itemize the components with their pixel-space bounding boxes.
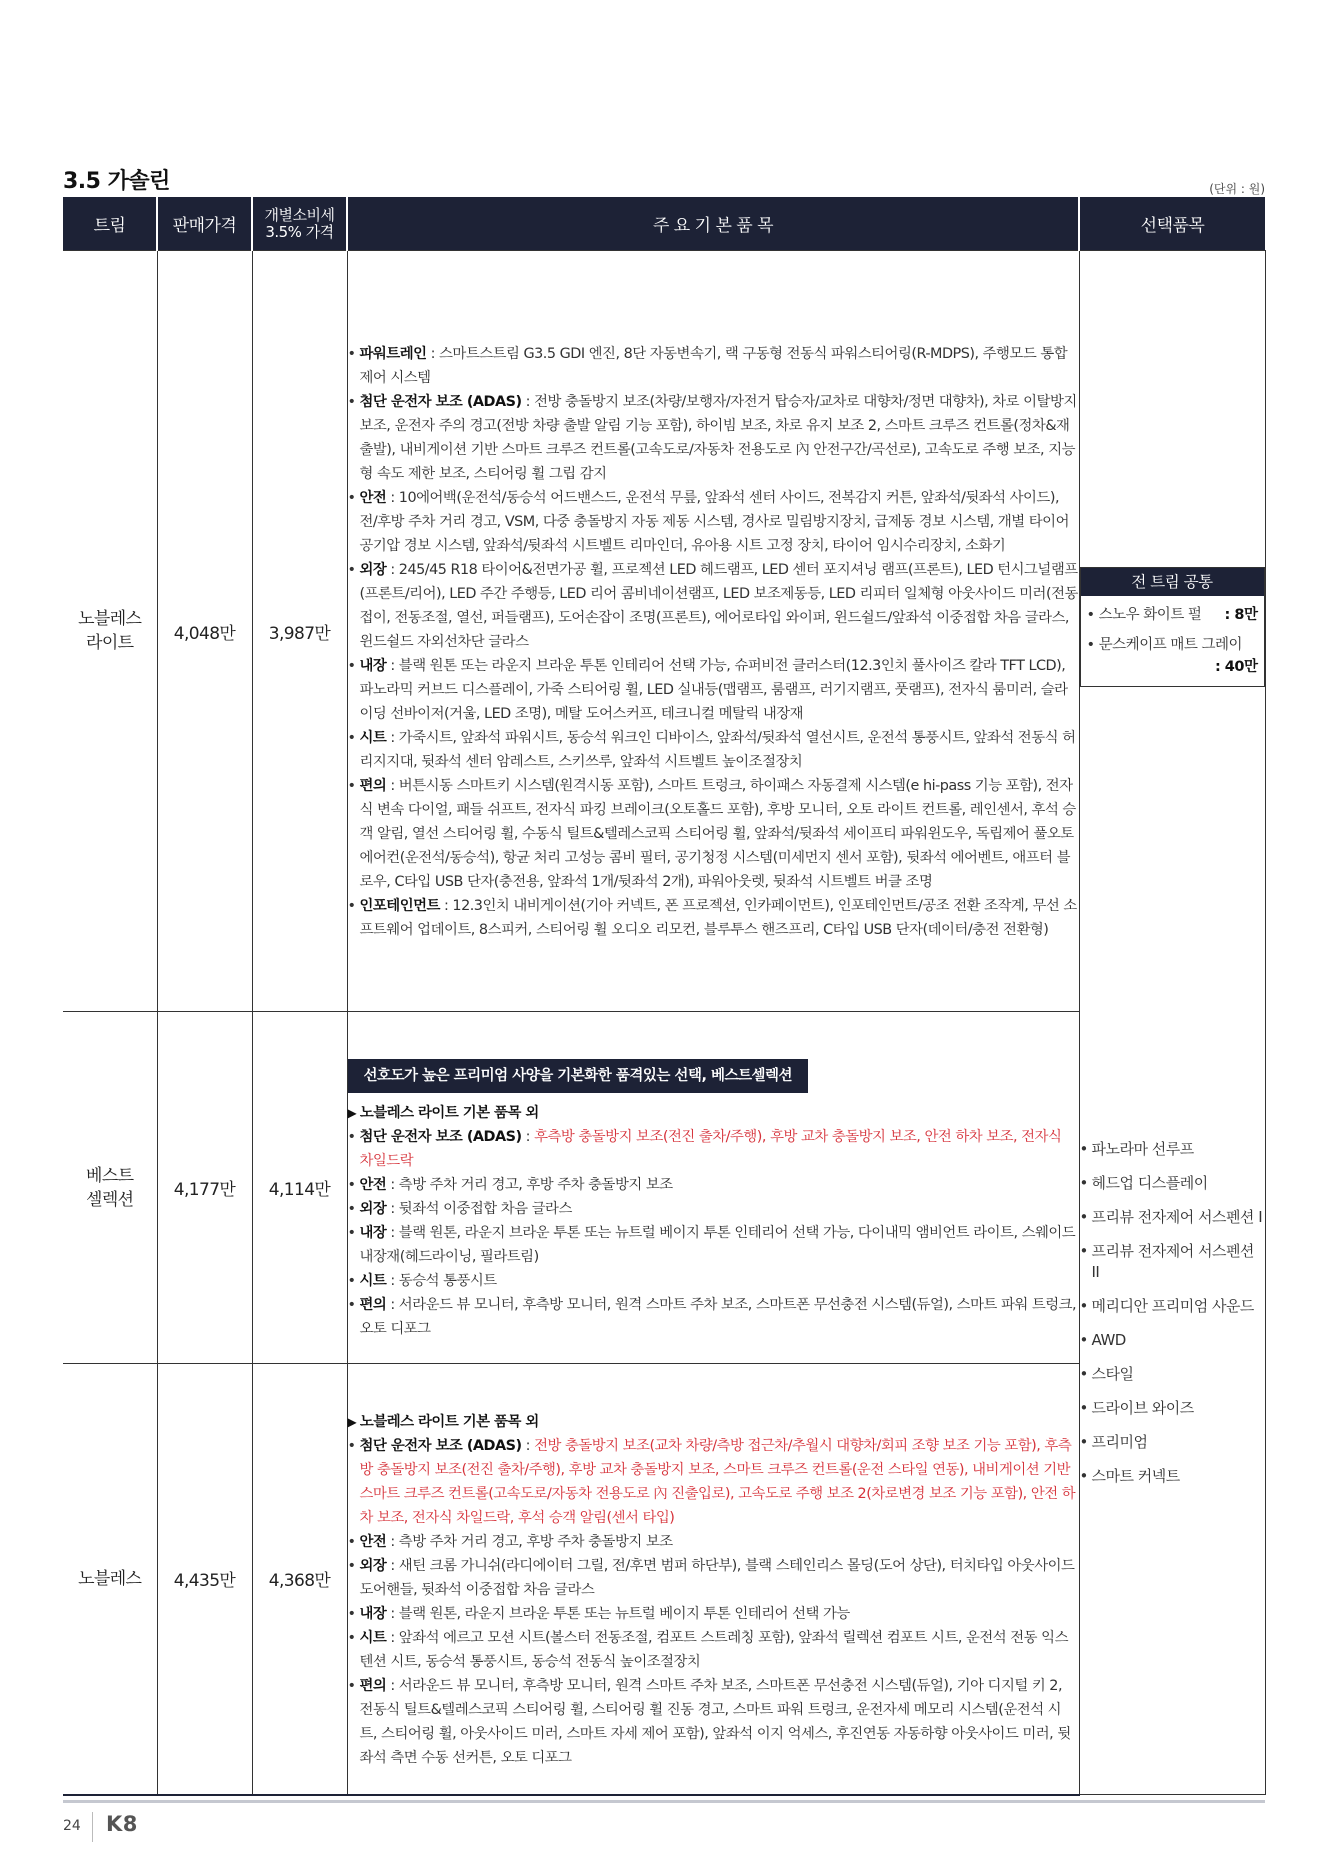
feature-item: • 시트 : 가죽시트, 앞좌석 파워시트, 동승석 워크인 디바이스, 앞좌석/뒷좌석 열선시트, 운전석 통풍시트, 앞좌석 전동식 허리지지대, 뒷좌석 센터 암레스트, 스키쓰루, 앞좌석 시트벨트 높이조절장치 — [348, 726, 1079, 774]
feature-item: • 인포테인먼트 : 12.3인치 내비게이션(기아 커넥트, 폰 프로젝션, 인카페이먼트), 인포테인먼트/공조 전환 조작계, 무선 소프트웨어 업데이트, 8스피커, 스티어링 휠 오디오 리모컨, 블루투스 핸즈프리, C타입 USB 단자(데이터/충전 전환형) — [348, 894, 1079, 942]
feature-item: • 시트 : 동승석 통풍시트 — [348, 1269, 1079, 1293]
header-options: 선택품목 — [1079, 197, 1265, 251]
price-cell: 4,177만 — [157, 1012, 252, 1364]
option-list — [1080, 1139, 1265, 1487]
feature-item: • 파워트레인 : 스마트스트림 G3.5 GDI 엔진, 8단 자동변속기, 랙 구동형 전동식 파워스티어링(R-MDPS), 주행모드 통합제어 시스템 — [348, 342, 1079, 390]
feature-item: • 첨단 운전자 보조 (ADAS) : 후측방 충돌방지 보조(전진 출차/주행), 후방 교차 충돌방지 보조, 안전 하차 보조, 전자식 차일드락 — [348, 1125, 1079, 1173]
option-item: • 헤드업 디스플레이 — [1080, 1173, 1265, 1194]
brand-name: K8 — [106, 1812, 138, 1836]
features-cell — [347, 1364, 1079, 1795]
trim-cell: 베스트 셀렉션 — [63, 1012, 157, 1364]
base-note: ▶ 노블레스 라이트 기본 품목 외 — [348, 1101, 1079, 1125]
unit-label: (단위 : 원) — [1209, 182, 1265, 196]
table-row — [63, 251, 1265, 1012]
tax-price-cell: 4,114만 — [252, 1012, 347, 1364]
feature-item: • 첨단 운전자 보조 (ADAS) : 전방 충돌방지 보조(교차 차량/측방 접근차/추월시 대향차/회피 조향 보조 기능 포함), 후측방 충돌방지 보조(전진 출차/주행), 후방 교차 충돌방지 보조, 스마트 크루즈 컨트롤(운전 스타일 연동), 내비게이션 기반 스마트 크루즈 컨트롤(고속도로/자동차 전용도로 內 진출입로), 고속도로 주행 보조 2(차로변경 보조 기능 포함), 안전 하차 보조, 전자식 차일드락, 후석 승객 알림(센서 타입) — [348, 1434, 1079, 1530]
feature-item: • 첨단 운전자 보조 (ADAS) : 전방 충돌방지 보조(차량/보행자/자전거 탑승자/교차로 대향차/정면 대향차), 차로 이탈방지 보조, 운전자 주의 경고(전방 차량 출발 알림 기능 포함), 하이빔 보조, 차로 유지 보조 2, 스마트 크루즈 컨트롤(정차&재출발), 내비게이션 기반 스마트 크루즈 컨트롤(고속도로/자동차 전용도로 內 안전구간/곡선로), 고속도로 주행 보조, 지능형 속도 제한 보조, 스티어링 휠 그립 감지 — [348, 390, 1079, 486]
feature-item: • 안전 : 측방 주차 거리 경고, 후방 주차 충돌방지 보조 — [348, 1173, 1079, 1197]
option-item: • 스마트 커넥트 — [1080, 1466, 1265, 1487]
feature-item: • 편의 : 서라운드 뷰 모니터, 후측방 모니터, 원격 스마트 주차 보조, 스마트폰 무선충전 시스템(듀얼), 기아 디지털 키 2, 전동식 틸트&텔레스코픽 스티어링 휠, 스티어링 휠 진동 경고, 스마트 파워 트렁크, 운전자세 메모리 시스템(운전석 시트, 스티어링 휠, 아웃사이드 미러, 스마트 자세 제어 포함), 앞좌석 이지 억세스, 후진연동 자동하향 아웃사이드 미러, 뒷좌석 측면 수동 선커튼, 오토 디포그 — [348, 1674, 1079, 1770]
best-selection-banner: 선호도가 높은 프리미엄 사양을 기본화한 품격있는 선택, 베스트셀렉션 — [348, 1059, 809, 1093]
common-option-item: • 문스케이프 매트 그레이 : 40만 — [1081, 630, 1264, 686]
trim-cell: 노블레스 라이트 — [63, 251, 157, 1012]
footer-separator — [92, 1812, 93, 1842]
feature-item: • 내장 : 블랙 원톤 또는 라운지 브라운 투톤 인테리어 선택 가능, 슈퍼비전 클러스터(12.3인치 풀사이즈 칼라 TFT LCD), 파노라믹 커브드 디스플레이, 가죽 스티어링 휠, LED 실내등(맵램프, 룸램프, 러기지램프, 풋램프), 전자식 룸미러, 슬라이딩 선바이저(거울, LED 조명), 메탈 도어스커프, 테크니컬 메탈릭 내장재 — [348, 654, 1079, 726]
feature-item: • 시트 : 앞좌석 에르고 모션 시트(볼스터 전동조절, 컴포트 스트레칭 포함), 앞좌석 릴렉션 컴포트 시트, 운전석 전동 익스텐션 시트, 동승석 통풍시트, 동승석 전동식 높이조절장치 — [348, 1626, 1079, 1674]
header-tax-price: 개별소비세 3.5% 가격 — [252, 197, 347, 251]
header-trim: 트림 — [63, 197, 157, 251]
footer-divider — [63, 1800, 1265, 1803]
price-spec-table — [63, 197, 1266, 1796]
features-cell — [347, 1012, 1079, 1364]
price-cell: 4,048만 — [157, 251, 252, 1012]
option-item: • 파노라마 선루프 — [1080, 1139, 1265, 1160]
feature-item: • 외장 : 뒷좌석 이중접합 차음 글라스 — [348, 1197, 1079, 1221]
option-item: • 프리뷰 전자제어 서스펜션 II — [1080, 1241, 1265, 1283]
feature-item: • 내장 : 블랙 원톤, 라운지 브라운 투톤 또는 뉴트럴 베이지 투톤 인테리어 선택 가능, 다이내믹 앰비언트 라이트, 스웨이드 내장재(헤드라이닝, 필라트림) — [348, 1221, 1079, 1269]
features-cell — [347, 251, 1079, 1012]
base-note: ▶ 노블레스 라이트 기본 품목 외 — [348, 1410, 1079, 1434]
option-item: • 스타일 — [1080, 1364, 1265, 1385]
feature-item: • 편의 : 서라운드 뷰 모니터, 후측방 모니터, 원격 스마트 주차 보조, 스마트폰 무선충전 시스템(듀얼), 스마트 파워 트렁크, 오토 디포그 — [348, 1293, 1079, 1341]
header-features: 주 요 기 본 품 목 — [347, 197, 1079, 251]
table-header-row — [63, 197, 1265, 251]
feature-item: • 내장 : 블랙 원톤, 라운지 브라운 투톤 또는 뉴트럴 베이지 투톤 인테리어 선택 가능 — [348, 1602, 1079, 1626]
option-item: • 메리디안 프리미엄 사운드 — [1080, 1296, 1265, 1317]
tax-price-cell: 4,368만 — [252, 1364, 347, 1795]
option-item: • AWD — [1080, 1330, 1265, 1351]
feature-item: • 편의 : 버튼시동 스마트키 시스템(원격시동 포함), 스마트 트렁크, 하이패스 자동결제 시스템(e hi-pass 기능 포함), 전자식 변속 다이얼, 패들 쉬프트, 전자식 파킹 브레이크(오토홀드 포함), 후방 모니터, 오토 라이트 컨트롤, 레인센서, 후석 승객 알림, 열선 스티어링 휠, 수동식 틸트&텔레스코픽 스티어링 휠, 앞좌석/뒷좌석 세이프티 파워윈도우, 독립제어 풀오토 에어컨(운전석/동승석), 항균 처리 고성능 콤비 필터, 공기청정 시스템(미세먼지 센서 포함), 뒷좌석 에어벤트, 애프터 블로우, C타입 USB 단자(충전용, 앞좌석 1개/뒷좌석 2개), 파워아웃렛, 뒷좌석 시트벨트 버클 조명 — [348, 774, 1079, 894]
option-item: • 드라이브 와이즈 — [1080, 1398, 1265, 1419]
price-cell: 4,435만 — [157, 1364, 252, 1795]
trim-cell: 노블레스 — [63, 1364, 157, 1795]
feature-item: • 외장 : 새틴 크롬 가니쉬(라디에이터 그릴, 전/후면 범퍼 하단부), 블랙 스테인리스 몰딩(도어 상단), 터치타입 아웃사이드 도어핸들, 뒷좌석 이중접합 차음 글라스 — [348, 1554, 1079, 1602]
section-title: 3.5 가솔린 — [63, 169, 170, 194]
page-number: 24 — [63, 1818, 81, 1834]
common-option-item: • 스노우 화이트 펄 : 8만 — [1081, 596, 1264, 630]
common-color-box — [1080, 567, 1265, 687]
option-item: • 프리미엄 — [1080, 1432, 1265, 1453]
tax-price-cell: 3,987만 — [252, 251, 347, 1012]
options-cell — [1079, 251, 1265, 1795]
feature-item: • 안전 : 측방 주차 거리 경고, 후방 주차 충돌방지 보조 — [348, 1530, 1079, 1554]
option-item: • 프리뷰 전자제어 서스펜션 I — [1080, 1207, 1265, 1228]
feature-item: • 안전 : 10에어백(운전석/동승석 어드밴스드, 운전석 무릎, 앞좌석 센터 사이드, 전복감지 커튼, 앞좌석/뒷좌석 사이드), 전/후방 주차 거리 경고, VSM, 다중 충돌방지 자동 제동 시스템, 경사로 밀림방지장치, 급제동 경보 시스템, 개별 타이어 공기압 경보 시스템, 앞좌석/뒷좌석 시트벨트 리마인더, 유아용 시트 고정 장치, 타이어 임시수리장치, 소화기 — [348, 486, 1079, 558]
feature-item: • 외장 : 245/45 R18 타이어&전면가공 휠, 프로젝션 LED 헤드램프, LED 센터 포지셔닝 램프(프론트), LED 턴시그널램프(프론트/리어), LED 주간 주행등, LED 리어 콤비네이션램프, LED 보조제동등, LED 리피터 일체형 아웃사이드 미러(전동접이, 전동조절, 열선, 퍼들램프), 도어손잡이 조명(프론트), 에어로타입 와이퍼, 윈드쉴드/앞좌석 이중접합 차음 글라스, 윈드쉴드 자외선차단 글라스 — [348, 558, 1079, 654]
header-price: 판매가격 — [157, 197, 252, 251]
common-box-title: 전 트림 공통 — [1081, 568, 1264, 596]
